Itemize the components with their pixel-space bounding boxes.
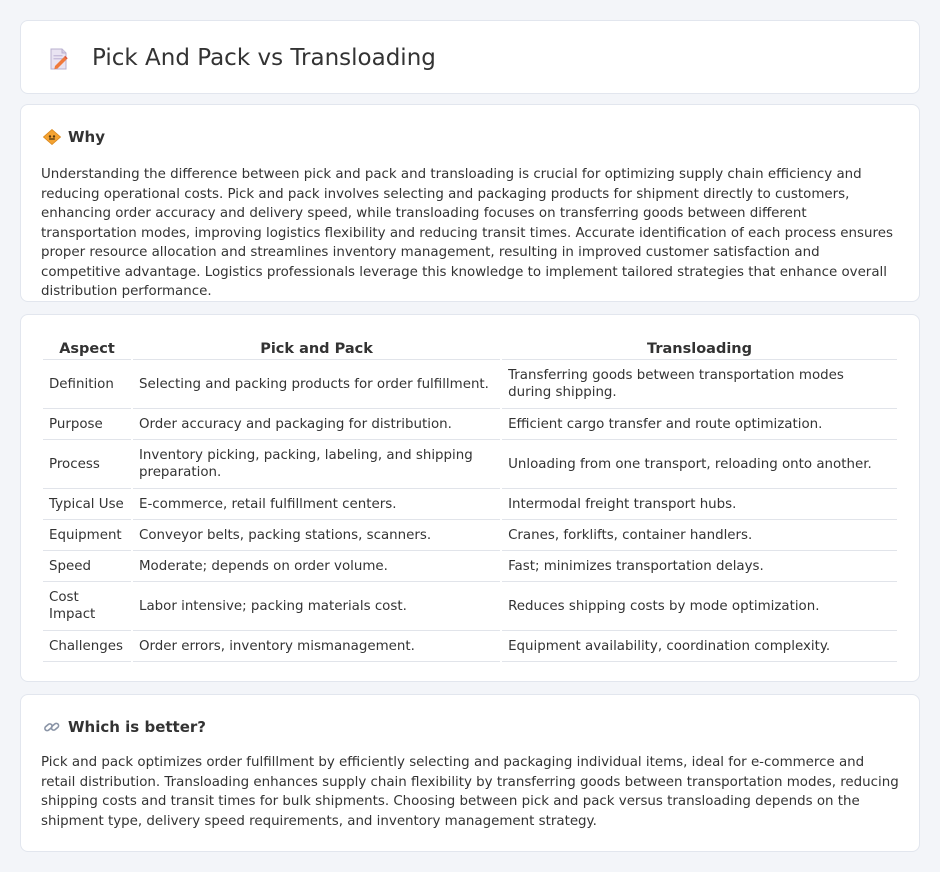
- table-row: [43, 489, 897, 520]
- why-section: [20, 104, 920, 302]
- pick-and-pack-cell: Selecting and packing products for order fulfillment.: [133, 360, 500, 409]
- aspect-cell: Definition: [43, 360, 131, 409]
- transloading-cell: Efficient cargo transfer and route optimization.: [502, 409, 897, 440]
- comparison-table: [41, 336, 899, 662]
- pick-and-pack-cell: Order errors, inventory mismanagement.: [133, 631, 500, 662]
- table-row: [43, 520, 897, 551]
- better-heading: Which is better?: [68, 718, 206, 736]
- document-pen-icon: [47, 47, 71, 71]
- pick-and-pack-cell: Moderate; depends on order volume.: [133, 551, 500, 582]
- page-title: Pick And Pack vs Transloading: [92, 45, 436, 71]
- aspect-cell: Challenges: [43, 631, 131, 662]
- transloading-cell: Transferring goods between transportation modes during shipping.: [502, 360, 897, 409]
- pick-and-pack-cell: Labor intensive; packing materials cost.: [133, 582, 500, 631]
- why-heading: Why: [68, 128, 106, 146]
- transloading-cell: Equipment availability, coordination complexity.: [502, 631, 897, 662]
- aspect-cell: Purpose: [43, 409, 131, 440]
- aspect-cell: Equipment: [43, 520, 131, 551]
- table-header-row: [43, 336, 897, 360]
- pick-and-pack-cell: Conveyor belts, packing stations, scanners.: [133, 520, 500, 551]
- aspect-cell: Typical Use: [43, 489, 131, 520]
- title-card: [20, 20, 920, 94]
- link-icon: [43, 719, 61, 735]
- header-pick-and-pack: Pick and Pack: [133, 336, 500, 360]
- aspect-cell: Process: [43, 440, 131, 489]
- table-row: [43, 631, 897, 662]
- which-is-better-section: [20, 694, 920, 852]
- better-paragraph: Pick and pack optimizes order fulfillment by efficiently selecting and packaging individual items, ideal for e-commerce and retail distribution. Transloading enhances supply chain flexibility by transferring goods between transportation modes, reducing shipping costs and transit times for bulk shipments. Choosing between pick and pack versus transloading depends on the shipment type, delivery speed requirements, and inventory management strategy.: [41, 755, 899, 829]
- table-row: [43, 360, 897, 409]
- transloading-cell: Reduces shipping costs by mode optimization.: [502, 582, 897, 631]
- comparison-card: [20, 314, 920, 682]
- aspect-cell: Speed: [43, 551, 131, 582]
- why-paragraph: Understanding the difference between pick and pack and transloading is crucial for optimizing supply chain efficiency and reducing operational costs. Pick and pack involves selecting and packaging products for shipment directly to customers, enhancing order accuracy and delivery speed, while transloading focuses on transferring goods between different transportation modes, improving logistics flexibility and reducing transit times. Accurate identification of each process ensures proper resource allocation and streamlines inventory management, resulting in improved customer satisfaction and competitive advantage. Logistics professionals leverage this knowledge to implement tailored strategies that enhance overall distribution performance.: [41, 167, 893, 299]
- table-row: [43, 551, 897, 582]
- transloading-cell: Intermodal freight transport hubs.: [502, 489, 897, 520]
- table-row: [43, 409, 897, 440]
- pick-and-pack-cell: Order accuracy and packaging for distribution.: [133, 409, 500, 440]
- header-aspect: Aspect: [43, 336, 131, 360]
- pick-and-pack-cell: Inventory picking, packing, labeling, and shipping preparation.: [133, 440, 500, 489]
- table-row: [43, 582, 897, 631]
- transloading-cell: Cranes, forklifts, container handlers.: [502, 520, 897, 551]
- pick-and-pack-cell: E-commerce, retail fulfillment centers.: [133, 489, 500, 520]
- diamond-sign-icon: [43, 129, 61, 145]
- transloading-cell: Fast; minimizes transportation delays.: [502, 551, 897, 582]
- aspect-cell: Cost Impact: [43, 582, 131, 631]
- table-row: [43, 440, 897, 489]
- header-transloading: Transloading: [502, 336, 897, 360]
- transloading-cell: Unloading from one transport, reloading onto another.: [502, 440, 897, 489]
